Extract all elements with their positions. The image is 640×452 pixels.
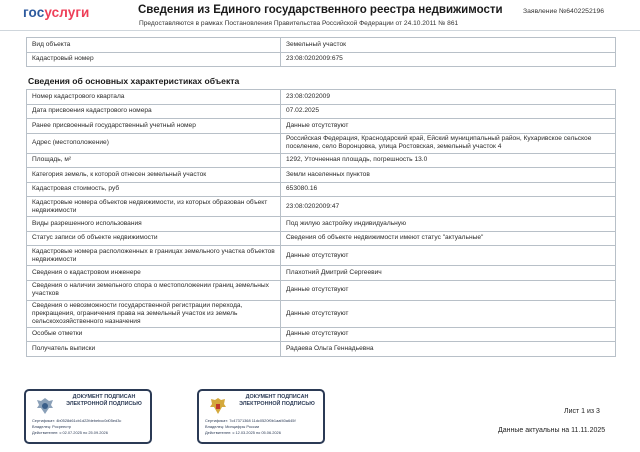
row-value: 653080.16 [281,182,616,197]
section-title: Сведения об основных характеристиках объекта [28,76,240,86]
table-row [27,168,616,183]
row-value: 1292, Уточненная площадь, погрешность 13.0 [281,153,616,168]
table-row [27,266,616,281]
row-key: Получатель выписки [27,342,281,357]
row-key: Сведения о кадастровом инженере [27,266,281,281]
characteristics-table [26,89,616,357]
table-row [27,104,616,119]
row-value: Земли населенных пунктов [281,168,616,183]
table-row [27,280,616,300]
page-header [0,0,640,31]
table-row [27,217,616,232]
gosuslugi-logo [23,5,89,20]
row-value: Данные отсутствуют [281,300,616,327]
row-value: Сведения об объекте недвижимости имеют статус "актуальные" [281,231,616,246]
stamp-certificate: Сертификат: 4b0528d61cb1d22fdebebcc0d05ed3c [32,418,122,423]
row-value: 07.02.2025 [281,104,616,119]
document-subtitle: Предоставляются в рамках Постановления Правительства Российской Федерации от 24.10.2011 № 861 [139,20,459,27]
signature-stamp-rosreestr [24,389,152,444]
row-value: Под жилую застройку индивидуальную [281,217,616,232]
row-value: Данные отсутствуют [281,246,616,266]
stamp-validity: Действителен: с 12.03.2025 по 05.06.2026 [205,430,281,435]
stamp-title: ДОКУМЕНТ ПОДПИСАН ЭЛЕКТРОННОЙ ПОДПИСЬЮ [239,394,315,407]
table-row [27,153,616,168]
row-value: Данные отсутствуют [281,327,616,342]
row-key: Категория земель, к которой отнесен земельный участок [27,168,281,183]
row-value: Земельный участок [281,38,616,53]
row-key: Сведения о наличии земельного спора о местоположении границ земельных участков [27,280,281,300]
row-key: Площадь, м² [27,153,281,168]
row-value: Данные отсутствуют [281,119,616,134]
stamp-validity: Действителен: с 02.07.2025 по 25.09.2026 [32,430,108,435]
table-row [27,246,616,266]
stamp-owner: Владелец: Минцифры России [205,424,260,429]
row-value: Данные отсутствуют [281,280,616,300]
table-row [27,90,616,105]
row-key: Ранее присвоенный государственный учетный номер [27,119,281,134]
page-counter: Лист 1 из 3 [564,408,600,415]
row-value: 23:08:0202009 [281,90,616,105]
row-key: Номер кадастрового квартала [27,90,281,105]
stamp-owner: Владелец: Росреестр [32,424,72,429]
table-row [27,327,616,342]
document-title: Сведения из Единого государственного реестра недвижимости [138,4,503,16]
row-key: Кадастровая стоимость, руб [27,182,281,197]
row-key: Виды разрешенного использования [27,217,281,232]
table-row [27,52,616,67]
table-row [27,38,616,53]
object-table [26,37,616,67]
table-row [27,342,616,357]
row-key: Адрес (местоположение) [27,133,281,153]
logo-part-uslugi: услуги [44,5,90,20]
row-value: Плахотний Дмитрий Сергеевич [281,266,616,281]
stamp-title: ДОКУМЕНТ ПОДПИСАН ЭЛЕКТРОННОЙ ПОДПИСЬЮ [66,394,142,407]
signature-stamp-mincifry [197,389,325,444]
row-value: Российская Федерация, Краснодарский край, Ейский муниципальный район, Кухаривское сельское поселение, село Воронцовка, улица Ростовская, земельный участок 4 [281,133,616,153]
row-key: Сведения о невозможности государственной регистрации перехода, прекращения, ограничения права на земельный участок из земель сельскохозяйственного назначения [27,300,281,327]
row-key: Статус записи об объекте недвижимости [27,231,281,246]
logo-part-gos: гос [23,5,45,20]
data-actual-date: Данные актуальны на 11.11.2025 [498,427,606,434]
rosreestr-emblem-icon [35,396,55,416]
table-row [27,133,616,153]
application-number: Заявление №6402252196 [523,8,605,15]
row-value: 23:08:0202009:675 [281,52,616,67]
row-key: Кадастровые номера объектов недвижимости, из которых образован объект недвижимости [27,197,281,217]
row-key: Вид объекта [27,38,281,53]
table-row [27,300,616,327]
row-value: Радаева Ольга Геннадьевна [281,342,616,357]
row-value: 23:08:0202009:47 [281,197,616,217]
row-key: Особые отметки [27,327,281,342]
table-row [27,182,616,197]
table-row [27,231,616,246]
table-row [27,119,616,134]
stamp-certificate: Сертификат: 7c47371368 11dc0520f0b1aaf40a645f [205,418,296,423]
row-key: Кадастровые номера расположенных в границах земельного участка объектов недвижимости [27,246,281,266]
row-key: Кадастровый номер [27,52,281,67]
row-key: Дата присвоения кадастрового номера [27,104,281,119]
russia-coat-of-arms-icon [208,396,228,416]
table-row [27,197,616,217]
